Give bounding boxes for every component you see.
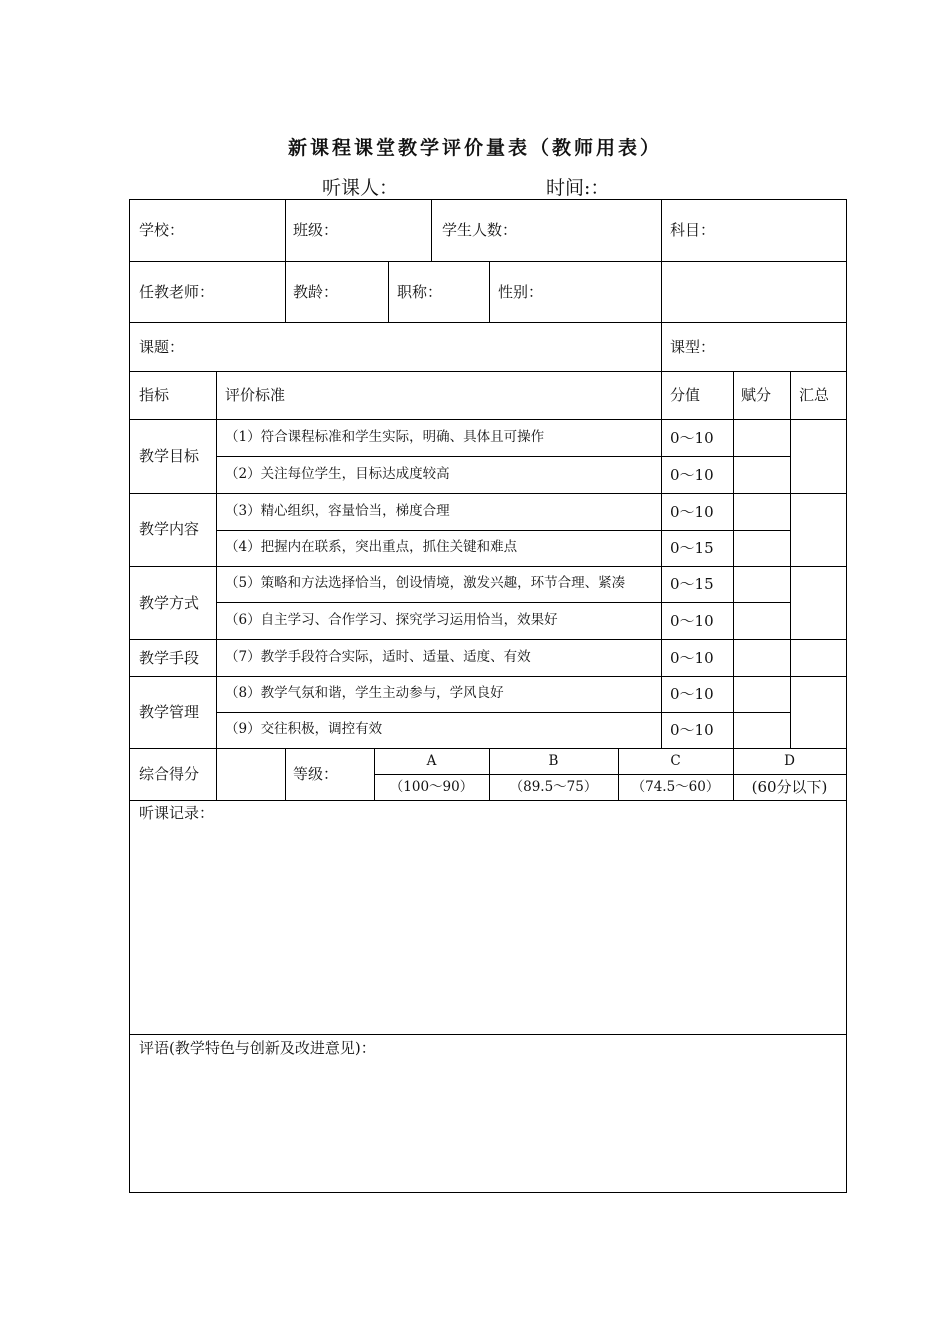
points-value: 0～15 bbox=[670, 539, 714, 557]
criterion-text: （5）策略和方法选择恰当，创设情境，激发兴趣，环节合理、紧凑 bbox=[225, 575, 626, 591]
time-label: 时间:： bbox=[546, 177, 610, 199]
criterion-text: （3）精心组织，容量恰当，梯度合理 bbox=[225, 503, 450, 519]
record-label: 听课记录： bbox=[139, 804, 215, 822]
points-value: 0～10 bbox=[670, 685, 714, 703]
group-name: 教学管理 bbox=[139, 703, 200, 721]
points-value: 0～10 bbox=[670, 429, 714, 447]
points-value: 0～10 bbox=[670, 466, 714, 484]
comment-label: 评语(教学特色与创新及改进意见)： bbox=[139, 1039, 376, 1057]
evaluation-table bbox=[129, 199, 847, 1193]
grade-range: （74.5～60） bbox=[631, 779, 720, 795]
grade-letter: C bbox=[670, 753, 681, 769]
group-name: 教学方式 bbox=[139, 594, 200, 612]
title-label: 职称： bbox=[397, 283, 443, 301]
points-value: 0～15 bbox=[670, 575, 714, 593]
topic-label: 课题： bbox=[139, 338, 185, 356]
student-count-label: 学生人数： bbox=[442, 221, 518, 239]
header-indicator: 指标 bbox=[139, 386, 170, 404]
class-label: 班级： bbox=[293, 221, 339, 239]
points-value: 0～10 bbox=[670, 721, 714, 739]
points-value: 0～10 bbox=[670, 649, 714, 667]
criterion-text: （2）关注每位学生，目标达成度较高 bbox=[225, 466, 450, 482]
grade-range: （100～90） bbox=[389, 779, 474, 795]
header-total: 汇总 bbox=[799, 386, 830, 404]
points-value: 0～10 bbox=[670, 503, 714, 521]
criterion-text: （9）交往积极，调控有效 bbox=[225, 721, 383, 737]
group-name: 教学手段 bbox=[139, 649, 200, 667]
criterion-text: （7）教学手段符合实际，适时、适量、适度、有效 bbox=[225, 649, 531, 665]
school-label: 学校： bbox=[139, 221, 185, 239]
grade-range: （89.5～75） bbox=[509, 779, 598, 795]
subject-label: 科目： bbox=[670, 221, 716, 239]
criterion-text: （4）把握内在联系，突出重点，抓住关键和难点 bbox=[225, 539, 518, 555]
group-name: 教学内容 bbox=[139, 520, 200, 538]
grade-letter: D bbox=[784, 753, 795, 769]
grade-letter: A bbox=[426, 753, 437, 769]
lesson-type-label: 课型： bbox=[670, 338, 716, 356]
header-points: 分值 bbox=[670, 386, 701, 404]
listener-label: 听课人： bbox=[322, 177, 399, 199]
header-score: 赋分 bbox=[741, 386, 772, 404]
teacher-label: 任教老师： bbox=[139, 283, 215, 301]
gender-label: 性别： bbox=[498, 283, 544, 301]
criterion-text: （1）符合课程标准和学生实际，明确、具体且可操作 bbox=[225, 429, 545, 445]
criterion-text: （8）教学气氛和谐，学生主动参与，学风良好 bbox=[225, 685, 504, 701]
form-title: 新课程课堂教学评价量表（教师用表） bbox=[287, 137, 662, 159]
years-label: 教龄： bbox=[293, 283, 339, 301]
grade-label: 等级： bbox=[293, 765, 339, 783]
header-criteria: 评价标准 bbox=[225, 386, 286, 404]
points-value: 0～10 bbox=[670, 612, 714, 630]
grade-letter: B bbox=[548, 753, 559, 769]
grade-range: (60分以下) bbox=[751, 778, 828, 796]
overall-score-label: 综合得分 bbox=[139, 765, 200, 783]
group-name: 教学目标 bbox=[139, 447, 200, 465]
criterion-text: （6）自主学习、合作学习、探究学习运用恰当，效果好 bbox=[225, 612, 558, 628]
